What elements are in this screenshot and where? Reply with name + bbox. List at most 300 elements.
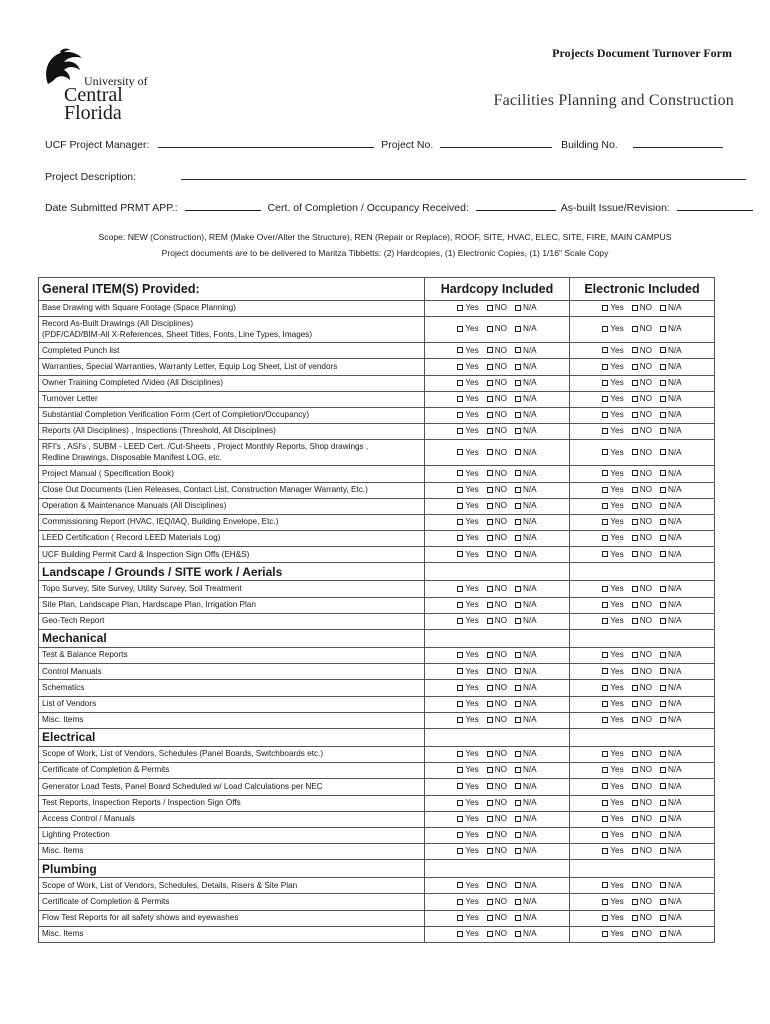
checkbox-icon[interactable]	[515, 701, 521, 707]
checkbox-icon[interactable]	[515, 848, 521, 854]
checkbox-icon[interactable]	[602, 685, 608, 691]
hardcopy-option-na[interactable]	[515, 715, 537, 726]
electronic-option-yes[interactable]	[602, 650, 623, 661]
electronic-option-yes[interactable]	[602, 517, 623, 528]
checkbox-icon[interactable]	[457, 428, 463, 434]
checkbox-icon[interactable]	[660, 364, 666, 370]
hardcopy-option-no[interactable]	[487, 667, 507, 678]
checkbox-icon[interactable]	[487, 832, 493, 838]
electronic-option-no[interactable]	[632, 782, 652, 793]
checkbox-icon[interactable]	[632, 364, 638, 370]
hardcopy-option-yes[interactable]	[457, 830, 478, 841]
checkbox-icon[interactable]	[660, 832, 666, 838]
checkbox-icon[interactable]	[660, 701, 666, 707]
checkbox-icon[interactable]	[602, 551, 608, 557]
hardcopy-option-no[interactable]	[487, 600, 507, 611]
checkbox-icon[interactable]	[457, 685, 463, 691]
electronic-option-yes[interactable]	[602, 616, 623, 627]
hardcopy-option-no[interactable]	[487, 517, 507, 528]
checkbox-icon[interactable]	[515, 652, 521, 658]
electronic-option-yes[interactable]	[602, 699, 623, 710]
checkbox-icon[interactable]	[602, 428, 608, 434]
electronic-option-yes[interactable]	[602, 814, 623, 825]
hardcopy-option-na[interactable]	[515, 683, 537, 694]
hardcopy-option-no[interactable]	[487, 362, 507, 373]
checkbox-icon[interactable]	[457, 326, 463, 332]
checkbox-icon[interactable]	[632, 832, 638, 838]
hardcopy-option-na[interactable]	[515, 378, 537, 389]
checkbox-icon[interactable]	[515, 717, 521, 723]
hardcopy-option-no[interactable]	[487, 683, 507, 694]
electronic-option-no[interactable]	[632, 715, 652, 726]
checkbox-icon[interactable]	[487, 783, 493, 789]
electronic-option-no[interactable]	[632, 830, 652, 841]
checkbox-icon[interactable]	[457, 586, 463, 592]
hardcopy-option-no[interactable]	[487, 881, 507, 892]
checkbox-icon[interactable]	[515, 602, 521, 608]
checkbox-icon[interactable]	[632, 487, 638, 493]
checkbox-icon[interactable]	[660, 800, 666, 806]
electronic-option-yes[interactable]	[602, 881, 623, 892]
checkbox-icon[interactable]	[632, 767, 638, 773]
checkbox-icon[interactable]	[487, 685, 493, 691]
electronic-option-no[interactable]	[632, 394, 652, 405]
electronic-option-na[interactable]	[660, 913, 682, 924]
checkbox-icon[interactable]	[602, 380, 608, 386]
electronic-option-no[interactable]	[632, 303, 652, 314]
checkbox-icon[interactable]	[487, 535, 493, 541]
checkbox-icon[interactable]	[515, 783, 521, 789]
checkbox-icon[interactable]	[515, 470, 521, 476]
checkbox-icon[interactable]	[457, 816, 463, 822]
checkbox-icon[interactable]	[457, 487, 463, 493]
checkbox-icon[interactable]	[457, 602, 463, 608]
checkbox-icon[interactable]	[457, 305, 463, 311]
electronic-option-na[interactable]	[660, 469, 682, 480]
checkbox-icon[interactable]	[660, 848, 666, 854]
hardcopy-option-na[interactable]	[515, 324, 537, 335]
electronic-option-yes[interactable]	[602, 600, 623, 611]
electronic-option-yes[interactable]	[602, 830, 623, 841]
hardcopy-option-no[interactable]	[487, 782, 507, 793]
electronic-option-yes[interactable]	[602, 765, 623, 776]
hardcopy-option-no[interactable]	[487, 749, 507, 760]
hardcopy-option-na[interactable]	[515, 765, 537, 776]
hardcopy-option-yes[interactable]	[457, 913, 478, 924]
hardcopy-option-yes[interactable]	[457, 303, 478, 314]
hardcopy-option-no[interactable]	[487, 394, 507, 405]
checkbox-icon[interactable]	[602, 519, 608, 525]
checkbox-icon[interactable]	[457, 519, 463, 525]
checkbox-icon[interactable]	[487, 380, 493, 386]
electronic-option-no[interactable]	[632, 533, 652, 544]
checkbox-icon[interactable]	[487, 586, 493, 592]
checkbox-icon[interactable]	[457, 668, 463, 674]
hardcopy-option-yes[interactable]	[457, 394, 478, 405]
checkbox-icon[interactable]	[602, 347, 608, 353]
hardcopy-option-na[interactable]	[515, 881, 537, 892]
checkbox-icon[interactable]	[515, 751, 521, 757]
electronic-option-na[interactable]	[660, 600, 682, 611]
hardcopy-option-yes[interactable]	[457, 410, 478, 421]
checkbox-icon[interactable]	[602, 503, 608, 509]
checkbox-icon[interactable]	[487, 602, 493, 608]
electronic-option-yes[interactable]	[602, 533, 623, 544]
electronic-option-na[interactable]	[660, 782, 682, 793]
checkbox-icon[interactable]	[515, 487, 521, 493]
electronic-option-yes[interactable]	[602, 913, 623, 924]
hardcopy-option-na[interactable]	[515, 798, 537, 809]
checkbox-icon[interactable]	[487, 882, 493, 888]
checkbox-icon[interactable]	[487, 767, 493, 773]
electronic-option-yes[interactable]	[602, 846, 623, 857]
hardcopy-option-na[interactable]	[515, 426, 537, 437]
electronic-option-yes[interactable]	[602, 324, 623, 335]
electronic-option-yes[interactable]	[602, 394, 623, 405]
electronic-option-no[interactable]	[632, 881, 652, 892]
checkbox-icon[interactable]	[487, 848, 493, 854]
electronic-option-na[interactable]	[660, 584, 682, 595]
checkbox-icon[interactable]	[515, 915, 521, 921]
checkbox-icon[interactable]	[632, 751, 638, 757]
checkbox-icon[interactable]	[660, 668, 666, 674]
checkbox-icon[interactable]	[515, 767, 521, 773]
checkbox-icon[interactable]	[487, 915, 493, 921]
electronic-option-na[interactable]	[660, 410, 682, 421]
checkbox-icon[interactable]	[632, 602, 638, 608]
checkbox-icon[interactable]	[457, 503, 463, 509]
checkbox-icon[interactable]	[660, 428, 666, 434]
checkbox-icon[interactable]	[515, 396, 521, 402]
hardcopy-option-no[interactable]	[487, 550, 507, 561]
checkbox-icon[interactable]	[660, 503, 666, 509]
checkbox-icon[interactable]	[487, 701, 493, 707]
hardcopy-option-yes[interactable]	[457, 517, 478, 528]
hardcopy-option-na[interactable]	[515, 650, 537, 661]
electronic-option-na[interactable]	[660, 749, 682, 760]
checkbox-icon[interactable]	[457, 535, 463, 541]
hardcopy-option-no[interactable]	[487, 533, 507, 544]
hardcopy-option-yes[interactable]	[457, 426, 478, 437]
hardcopy-option-na[interactable]	[515, 303, 537, 314]
hardcopy-option-na[interactable]	[515, 749, 537, 760]
checkbox-icon[interactable]	[487, 470, 493, 476]
hardcopy-option-no[interactable]	[487, 830, 507, 841]
checkbox-icon[interactable]	[632, 380, 638, 386]
checkbox-icon[interactable]	[602, 449, 608, 455]
hardcopy-option-yes[interactable]	[457, 533, 478, 544]
electronic-option-yes[interactable]	[602, 929, 623, 940]
hardcopy-option-na[interactable]	[515, 517, 537, 528]
checkbox-icon[interactable]	[515, 800, 521, 806]
hardcopy-option-no[interactable]	[487, 501, 507, 512]
electronic-option-yes[interactable]	[602, 378, 623, 389]
electronic-option-na[interactable]	[660, 324, 682, 335]
hardcopy-option-na[interactable]	[515, 346, 537, 357]
checkbox-icon[interactable]	[457, 618, 463, 624]
checkbox-icon[interactable]	[457, 751, 463, 757]
checkbox-icon[interactable]	[515, 326, 521, 332]
electronic-option-no[interactable]	[632, 362, 652, 373]
hardcopy-option-yes[interactable]	[457, 485, 478, 496]
hardcopy-option-yes[interactable]	[457, 650, 478, 661]
electronic-option-no[interactable]	[632, 667, 652, 678]
hardcopy-option-yes[interactable]	[457, 616, 478, 627]
checkbox-icon[interactable]	[602, 364, 608, 370]
checkbox-icon[interactable]	[660, 717, 666, 723]
electronic-option-no[interactable]	[632, 600, 652, 611]
checkbox-icon[interactable]	[487, 396, 493, 402]
checkbox-icon[interactable]	[457, 347, 463, 353]
checkbox-icon[interactable]	[487, 668, 493, 674]
checkbox-icon[interactable]	[515, 347, 521, 353]
checkbox-icon[interactable]	[457, 931, 463, 937]
checkbox-icon[interactable]	[602, 602, 608, 608]
checkbox-icon[interactable]	[515, 816, 521, 822]
checkbox-icon[interactable]	[660, 652, 666, 658]
hardcopy-option-no[interactable]	[487, 584, 507, 595]
hardcopy-option-no[interactable]	[487, 448, 507, 459]
electronic-option-no[interactable]	[632, 683, 652, 694]
checkbox-icon[interactable]	[602, 816, 608, 822]
hardcopy-option-yes[interactable]	[457, 814, 478, 825]
electronic-option-yes[interactable]	[602, 782, 623, 793]
checkbox-icon[interactable]	[457, 380, 463, 386]
electronic-option-na[interactable]	[660, 765, 682, 776]
checkbox-icon[interactable]	[660, 305, 666, 311]
electronic-option-yes[interactable]	[602, 410, 623, 421]
checkbox-icon[interactable]	[632, 685, 638, 691]
electronic-option-no[interactable]	[632, 448, 652, 459]
checkbox-icon[interactable]	[632, 519, 638, 525]
electronic-option-no[interactable]	[632, 501, 652, 512]
checkbox-icon[interactable]	[487, 487, 493, 493]
checkbox-icon[interactable]	[632, 428, 638, 434]
checkbox-icon[interactable]	[632, 668, 638, 674]
checkbox-icon[interactable]	[457, 449, 463, 455]
checkbox-icon[interactable]	[602, 668, 608, 674]
hardcopy-option-yes[interactable]	[457, 765, 478, 776]
hardcopy-option-no[interactable]	[487, 378, 507, 389]
hardcopy-option-na[interactable]	[515, 616, 537, 627]
checkbox-icon[interactable]	[515, 685, 521, 691]
electronic-option-na[interactable]	[660, 616, 682, 627]
checkbox-icon[interactable]	[487, 652, 493, 658]
checkbox-icon[interactable]	[632, 449, 638, 455]
hardcopy-option-no[interactable]	[487, 897, 507, 908]
hardcopy-option-na[interactable]	[515, 897, 537, 908]
checkbox-icon[interactable]	[660, 783, 666, 789]
electronic-option-no[interactable]	[632, 749, 652, 760]
checkbox-icon[interactable]	[660, 551, 666, 557]
checkbox-icon[interactable]	[632, 618, 638, 624]
hardcopy-option-no[interactable]	[487, 616, 507, 627]
electronic-option-no[interactable]	[632, 410, 652, 421]
hardcopy-option-yes[interactable]	[457, 584, 478, 595]
hardcopy-option-na[interactable]	[515, 394, 537, 405]
electronic-option-no[interactable]	[632, 426, 652, 437]
hardcopy-option-na[interactable]	[515, 362, 537, 373]
electronic-option-yes[interactable]	[602, 715, 623, 726]
electronic-option-no[interactable]	[632, 897, 652, 908]
checkbox-icon[interactable]	[487, 551, 493, 557]
electronic-option-yes[interactable]	[602, 303, 623, 314]
checkbox-icon[interactable]	[660, 751, 666, 757]
electronic-option-yes[interactable]	[602, 426, 623, 437]
checkbox-icon[interactable]	[487, 449, 493, 455]
hardcopy-option-no[interactable]	[487, 699, 507, 710]
electronic-option-na[interactable]	[660, 346, 682, 357]
checkbox-icon[interactable]	[602, 396, 608, 402]
project-manager-field[interactable]	[158, 137, 374, 148]
checkbox-icon[interactable]	[487, 816, 493, 822]
hardcopy-option-no[interactable]	[487, 485, 507, 496]
checkbox-icon[interactable]	[515, 364, 521, 370]
hardcopy-option-no[interactable]	[487, 929, 507, 940]
hardcopy-option-yes[interactable]	[457, 749, 478, 760]
checkbox-icon[interactable]	[515, 412, 521, 418]
checkbox-icon[interactable]	[660, 767, 666, 773]
hardcopy-option-yes[interactable]	[457, 715, 478, 726]
checkbox-icon[interactable]	[515, 931, 521, 937]
checkbox-icon[interactable]	[602, 586, 608, 592]
electronic-option-yes[interactable]	[602, 683, 623, 694]
electronic-option-yes[interactable]	[602, 667, 623, 678]
hardcopy-option-no[interactable]	[487, 426, 507, 437]
electronic-option-yes[interactable]	[602, 346, 623, 357]
checkbox-icon[interactable]	[660, 882, 666, 888]
project-no-field[interactable]	[440, 137, 552, 148]
checkbox-icon[interactable]	[515, 503, 521, 509]
checkbox-icon[interactable]	[632, 551, 638, 557]
checkbox-icon[interactable]	[632, 931, 638, 937]
hardcopy-option-na[interactable]	[515, 699, 537, 710]
electronic-option-no[interactable]	[632, 650, 652, 661]
checkbox-icon[interactable]	[515, 519, 521, 525]
hardcopy-option-na[interactable]	[515, 550, 537, 561]
hardcopy-option-na[interactable]	[515, 600, 537, 611]
checkbox-icon[interactable]	[487, 800, 493, 806]
electronic-option-na[interactable]	[660, 426, 682, 437]
checkbox-icon[interactable]	[487, 899, 493, 905]
hardcopy-option-na[interactable]	[515, 782, 537, 793]
checkbox-icon[interactable]	[487, 618, 493, 624]
checkbox-icon[interactable]	[602, 767, 608, 773]
checkbox-icon[interactable]	[515, 832, 521, 838]
checkbox-icon[interactable]	[632, 396, 638, 402]
hardcopy-option-no[interactable]	[487, 469, 507, 480]
checkbox-icon[interactable]	[602, 412, 608, 418]
checkbox-icon[interactable]	[487, 751, 493, 757]
electronic-option-na[interactable]	[660, 846, 682, 857]
checkbox-icon[interactable]	[660, 487, 666, 493]
checkbox-icon[interactable]	[660, 347, 666, 353]
checkbox-icon[interactable]	[602, 899, 608, 905]
checkbox-icon[interactable]	[457, 717, 463, 723]
hardcopy-option-yes[interactable]	[457, 782, 478, 793]
electronic-option-na[interactable]	[660, 650, 682, 661]
checkbox-icon[interactable]	[515, 428, 521, 434]
checkbox-icon[interactable]	[602, 848, 608, 854]
checkbox-icon[interactable]	[487, 347, 493, 353]
electronic-option-no[interactable]	[632, 765, 652, 776]
hardcopy-option-yes[interactable]	[457, 550, 478, 561]
electronic-option-yes[interactable]	[602, 749, 623, 760]
cert-completion-field[interactable]	[476, 200, 556, 211]
hardcopy-option-no[interactable]	[487, 913, 507, 924]
electronic-option-na[interactable]	[660, 533, 682, 544]
checkbox-icon[interactable]	[602, 915, 608, 921]
checkbox-icon[interactable]	[515, 380, 521, 386]
checkbox-icon[interactable]	[487, 326, 493, 332]
checkbox-icon[interactable]	[602, 882, 608, 888]
checkbox-icon[interactable]	[602, 326, 608, 332]
hardcopy-option-na[interactable]	[515, 485, 537, 496]
date-submitted-field[interactable]	[185, 200, 261, 211]
hardcopy-option-yes[interactable]	[457, 929, 478, 940]
electronic-option-yes[interactable]	[602, 362, 623, 373]
checkbox-icon[interactable]	[602, 800, 608, 806]
checkbox-icon[interactable]	[660, 380, 666, 386]
checkbox-icon[interactable]	[515, 586, 521, 592]
checkbox-icon[interactable]	[632, 717, 638, 723]
electronic-option-yes[interactable]	[602, 584, 623, 595]
hardcopy-option-yes[interactable]	[457, 881, 478, 892]
checkbox-icon[interactable]	[457, 364, 463, 370]
electronic-option-na[interactable]	[660, 303, 682, 314]
hardcopy-option-yes[interactable]	[457, 846, 478, 857]
electronic-option-na[interactable]	[660, 814, 682, 825]
checkbox-icon[interactable]	[632, 412, 638, 418]
hardcopy-option-yes[interactable]	[457, 699, 478, 710]
electronic-option-no[interactable]	[632, 846, 652, 857]
electronic-option-na[interactable]	[660, 550, 682, 561]
electronic-option-no[interactable]	[632, 584, 652, 595]
checkbox-icon[interactable]	[487, 717, 493, 723]
hardcopy-option-yes[interactable]	[457, 798, 478, 809]
checkbox-icon[interactable]	[660, 602, 666, 608]
checkbox-icon[interactable]	[487, 931, 493, 937]
checkbox-icon[interactable]	[602, 783, 608, 789]
electronic-option-no[interactable]	[632, 378, 652, 389]
electronic-option-na[interactable]	[660, 501, 682, 512]
hardcopy-option-no[interactable]	[487, 650, 507, 661]
checkbox-icon[interactable]	[457, 652, 463, 658]
checkbox-icon[interactable]	[632, 899, 638, 905]
checkbox-icon[interactable]	[515, 899, 521, 905]
checkbox-icon[interactable]	[632, 915, 638, 921]
checkbox-icon[interactable]	[457, 915, 463, 921]
checkbox-icon[interactable]	[487, 412, 493, 418]
checkbox-icon[interactable]	[457, 701, 463, 707]
checkbox-icon[interactable]	[660, 412, 666, 418]
electronic-option-no[interactable]	[632, 913, 652, 924]
checkbox-icon[interactable]	[602, 652, 608, 658]
checkbox-icon[interactable]	[632, 800, 638, 806]
checkbox-icon[interactable]	[632, 848, 638, 854]
electronic-option-no[interactable]	[632, 929, 652, 940]
checkbox-icon[interactable]	[487, 364, 493, 370]
checkbox-icon[interactable]	[660, 470, 666, 476]
electronic-option-no[interactable]	[632, 798, 652, 809]
asbuilt-field[interactable]	[677, 200, 753, 211]
hardcopy-option-no[interactable]	[487, 324, 507, 335]
hardcopy-option-na[interactable]	[515, 830, 537, 841]
electronic-option-no[interactable]	[632, 814, 652, 825]
checkbox-icon[interactable]	[632, 701, 638, 707]
hardcopy-option-na[interactable]	[515, 584, 537, 595]
checkbox-icon[interactable]	[660, 586, 666, 592]
